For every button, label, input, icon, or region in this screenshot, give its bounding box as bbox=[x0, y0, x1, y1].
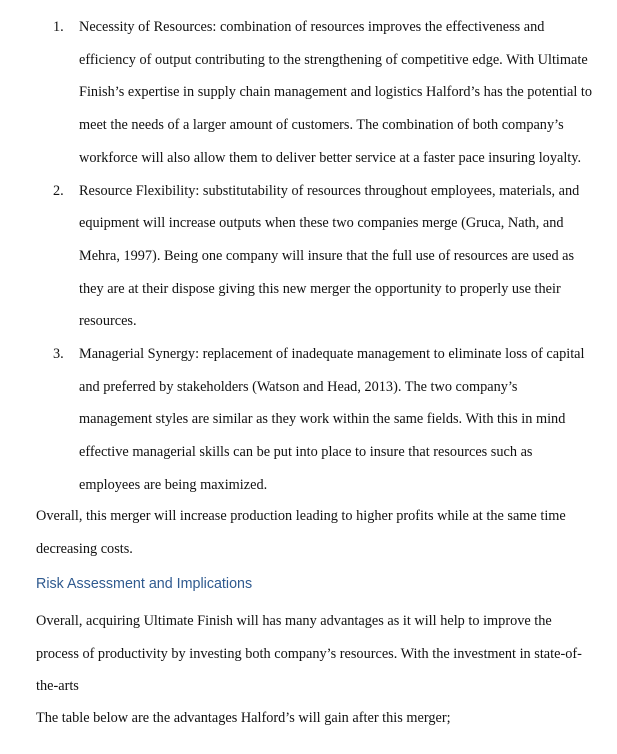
text-line: Resource Flexibility: substitutability of resources throughout employees, materials, and bbox=[79, 182, 580, 199]
text-line: the-arts bbox=[36, 678, 79, 695]
text-line: they are at their dispose giving this new merger the opportunity to properly use their bbox=[79, 280, 561, 297]
text-line: decreasing costs. bbox=[36, 540, 133, 557]
list-item bbox=[0, 11, 617, 175]
text-line: workforce will also allow them to deliver better service at a faster pace insuring loyalty. bbox=[79, 149, 582, 166]
text-line: Necessity of Resources: combination of resources improves the effectiveness and bbox=[79, 19, 545, 35]
text-line: Mehra, 1997). Being one company will insure that the full use of resources are used as bbox=[79, 247, 575, 264]
summary-paragraph bbox=[36, 500, 596, 565]
text-line: Overall, acquiring Ultimate Finish will has many advantages as it will help to improve the bbox=[36, 613, 552, 629]
text-line: effective managerial skills can be put into place to insure that resources such as bbox=[79, 444, 533, 461]
text-line: process of productivity by investing both company’s resources. With the investment in state-of- bbox=[36, 645, 582, 662]
text-line: meet the needs of a larger amount of customers. The combination of both company’s bbox=[79, 117, 564, 134]
text-line: equipment will increase outputs when these two companies merge (Gruca, Nath, and bbox=[79, 215, 564, 232]
numbered-list bbox=[0, 11, 617, 502]
text-line: management styles are similar as they work within the same fields. With this in mind bbox=[79, 411, 566, 428]
section-heading: Risk Assessment and Implications bbox=[36, 576, 253, 592]
list-item-number: 2. bbox=[53, 182, 64, 199]
text-line: efficiency of output contributing to the strengthening of competitive edge. With Ultimate bbox=[79, 51, 588, 68]
text-line: Managerial Synergy: replacement of inadequate management to eliminate loss of capital bbox=[79, 346, 585, 363]
text-line: employees are being maximized. bbox=[79, 476, 268, 493]
list-item-number: 3. bbox=[53, 346, 64, 363]
text-line: Finish’s expertise in supply chain management and logistics Halford’s has the potential to bbox=[79, 84, 593, 101]
list-item bbox=[0, 338, 617, 502]
text-line: resources. bbox=[79, 313, 137, 330]
list-item-text bbox=[79, 175, 604, 339]
risk-paragraph bbox=[36, 605, 596, 703]
list-item-number: 1. bbox=[53, 19, 64, 35]
text-line: Overall, this merger will increase production leading to higher profits while at the same time bbox=[36, 508, 566, 524]
table-intro-paragraph bbox=[36, 702, 596, 735]
text-line: The table below are the advantages Halford’s will gain after this merger; bbox=[36, 710, 451, 726]
list-item bbox=[0, 175, 617, 339]
list-item-text bbox=[79, 338, 604, 502]
text-line: and preferred by stakeholders (Watson and Head, 2013). The two company’s bbox=[79, 378, 518, 395]
list-item-text bbox=[79, 11, 604, 175]
